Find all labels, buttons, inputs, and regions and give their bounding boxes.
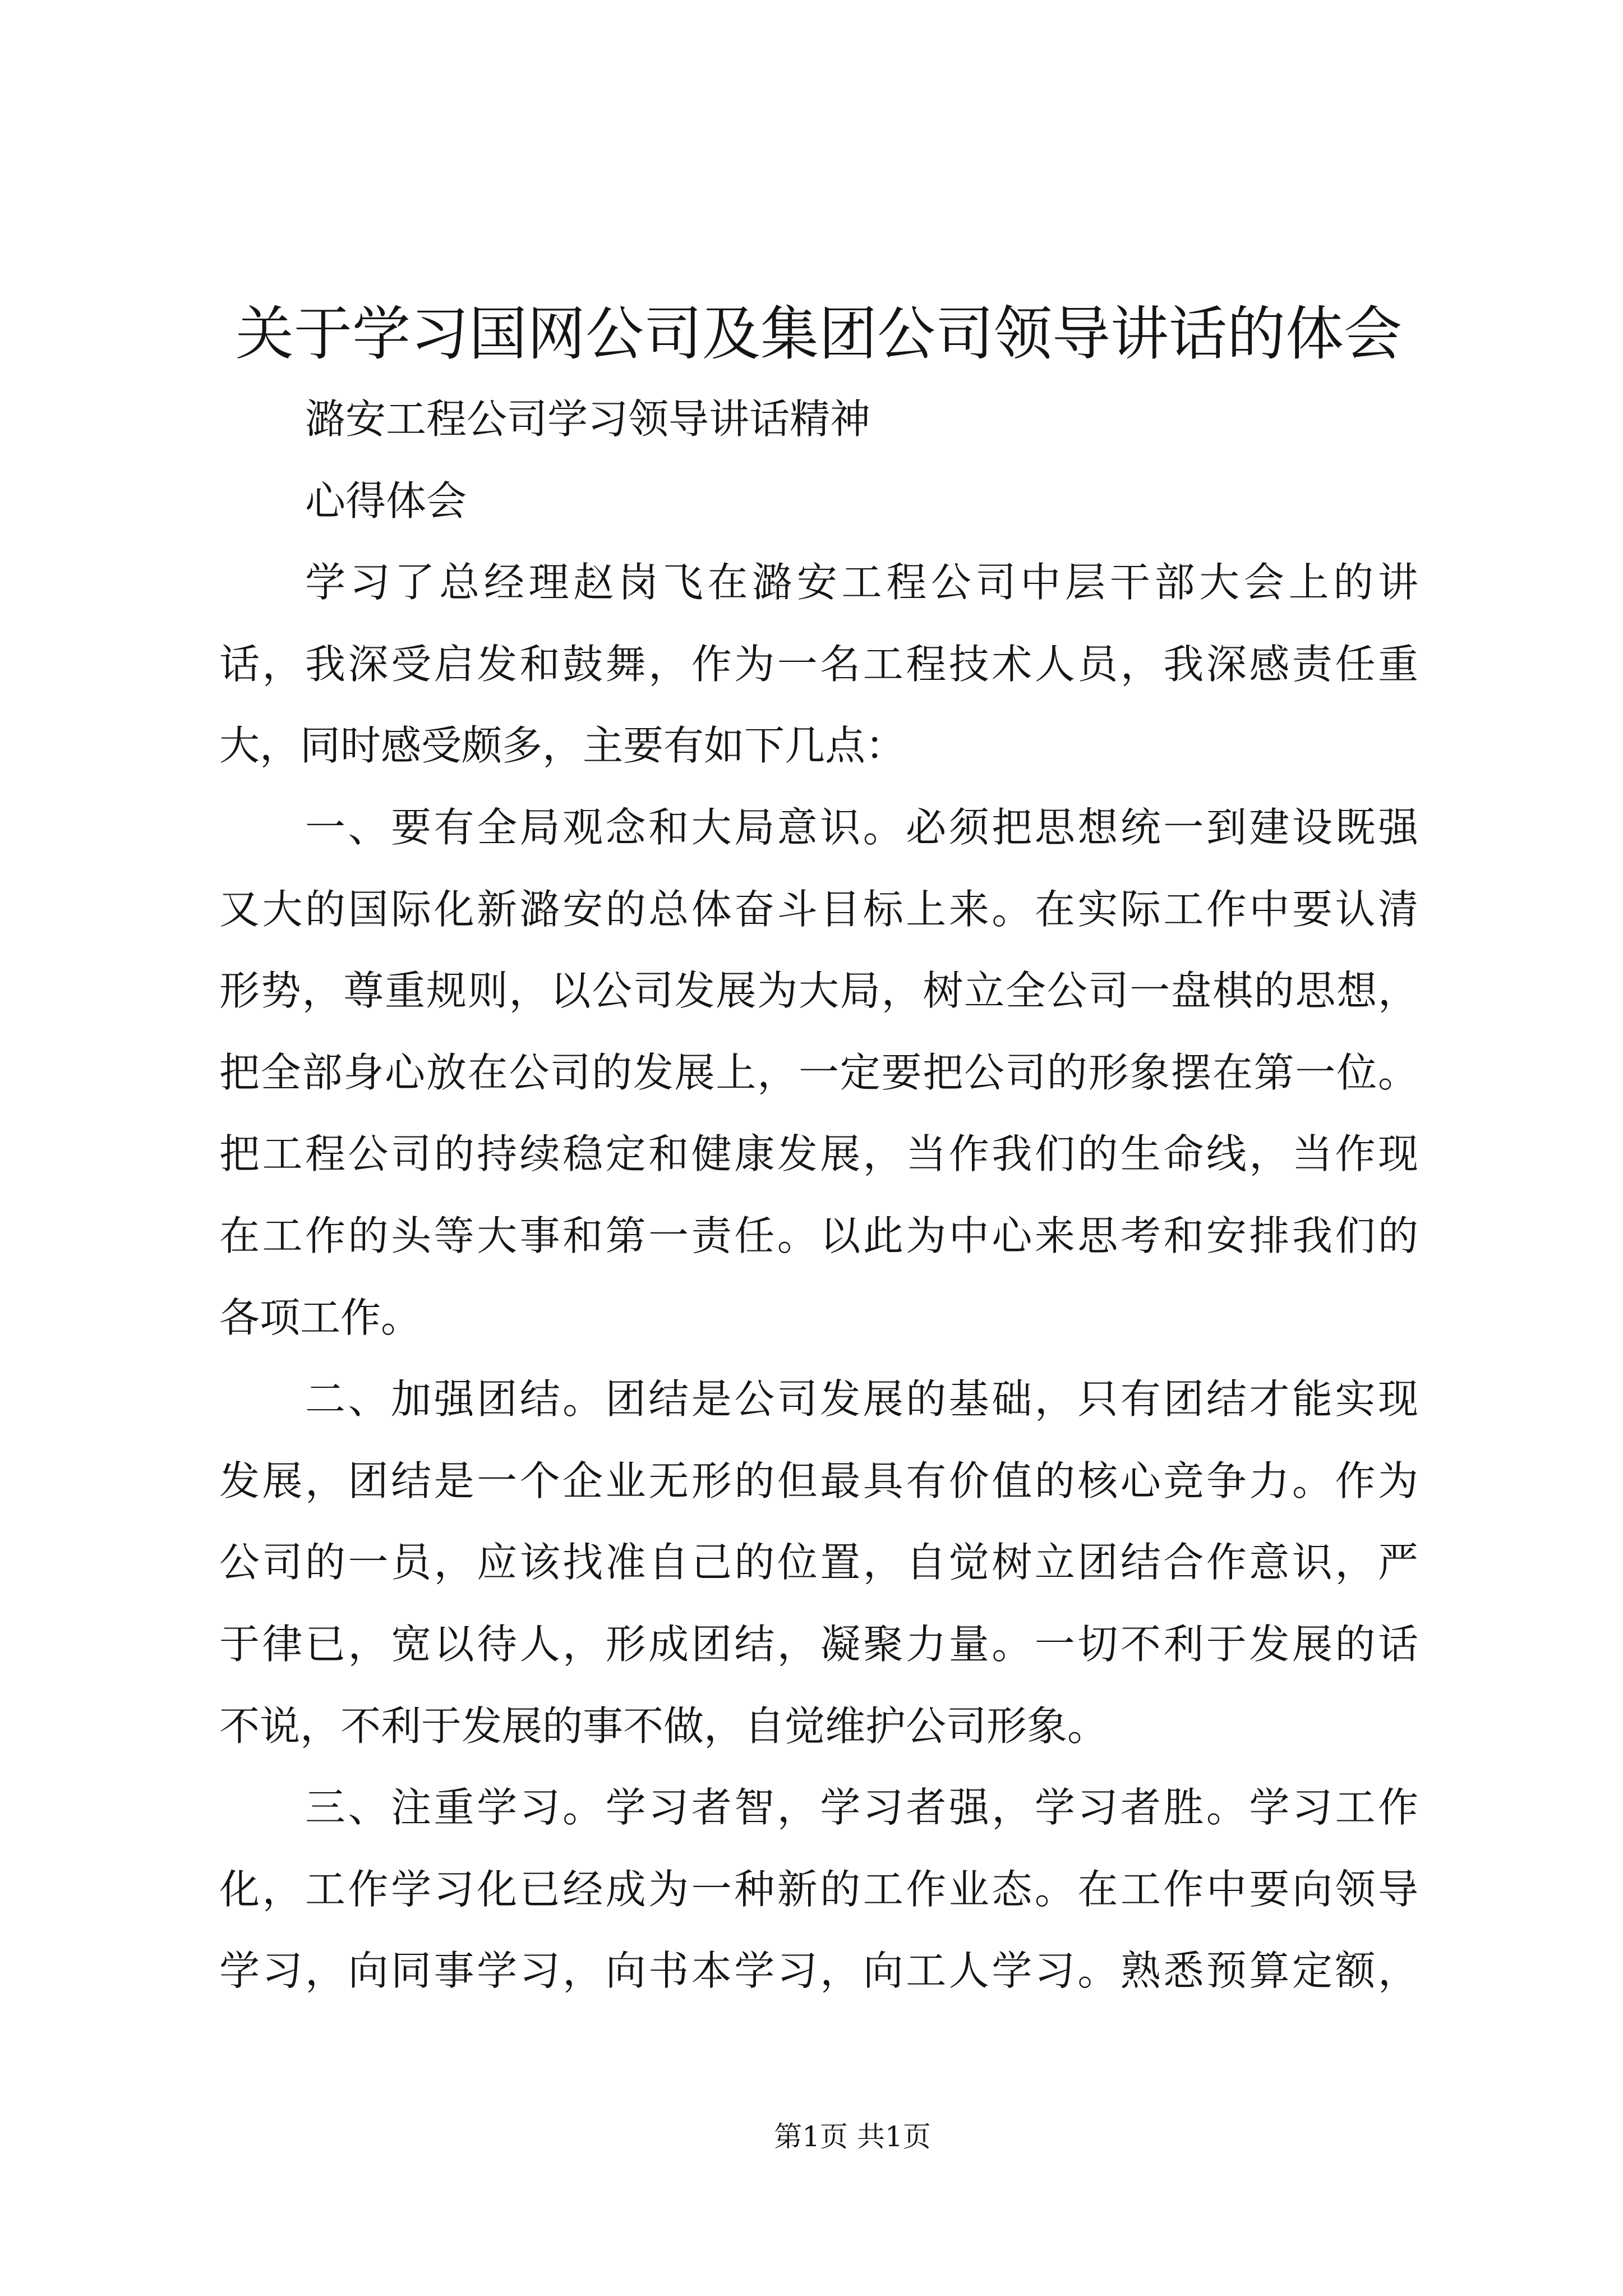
- page-number-footer: 第1页 共1页: [774, 2120, 931, 2153]
- text-line: 于律已，宽以待人，形成团结，凝聚力量。一切不利于发展的话: [219, 1620, 1418, 1668]
- text-line: 大，同时感受颇多，主要有如下几点：: [219, 722, 906, 770]
- text-line: 公司的一员，应该找准自己的位置，自觉树立团结合作意识，严: [219, 1539, 1418, 1586]
- text-line: 心得体会: [305, 477, 467, 524]
- text-line: 一、要有全局观念和大局意识。必须把思想统一到建设既强: [305, 803, 1418, 851]
- text-line: 把全部身心放在公司的发展上，一定要把公司的形象摆在第一位。: [219, 1048, 1418, 1096]
- text-line: 二、加强团结。团结是公司发展的基础，只有团结才能实现: [305, 1375, 1418, 1423]
- text-line: 话，我深受启发和鼓舞，作为一名工程技术人员，我深感责任重: [219, 640, 1418, 688]
- text-line: 三、注重学习。学习者智，学习者强，学习者胜。学习工作: [305, 1784, 1418, 1832]
- body-paragraph: [219, 1359, 1418, 1767]
- text-line: 学习，向同事学习，向书本学习，向工人学习。熟悉预算定额，: [219, 1947, 1418, 1995]
- text-line: 形势，尊重规则，以公司发展为大局，树立全公司一盘棋的思想，: [219, 967, 1418, 1015]
- body-paragraph: [219, 542, 1418, 787]
- text-line: 化，工作学习化已经成为一种新的工作业态。在工作中要向领导: [219, 1865, 1418, 1913]
- body-paragraph: [219, 1767, 1418, 2012]
- text-line: 发展，团结是一个企业无形的但最具有价值的核心竞争力。作为: [219, 1457, 1418, 1504]
- text-line: 把工程公司的持续稳定和健康发展，当作我们的生命线，当作现: [219, 1130, 1418, 1178]
- text-line: 又大的国际化新潞安的总体奋斗目标上来。在实际工作中要认清: [219, 885, 1418, 933]
- text-line: 各项工作。: [219, 1294, 422, 1341]
- text-line: 学习了总经理赵岗飞在潞安工程公司中层干部大会上的讲: [305, 559, 1418, 606]
- text-line: 潞安工程公司学习领导讲话精神: [305, 395, 871, 443]
- subtitle-paragraph: [219, 379, 1418, 461]
- text-line: 在工作的头等大事和第一责任。以此为中心来思考和安排我们的: [219, 1212, 1418, 1259]
- document-body: [219, 379, 1418, 2012]
- document-title: 关于学习国网公司及集团公司领导讲话的体会: [235, 300, 1402, 368]
- text-line: 不说，不利于发展的事不做，自觉维护公司形象。: [219, 1702, 1108, 1750]
- subtitle-paragraph: [219, 461, 1418, 542]
- body-paragraph: [219, 787, 1418, 1359]
